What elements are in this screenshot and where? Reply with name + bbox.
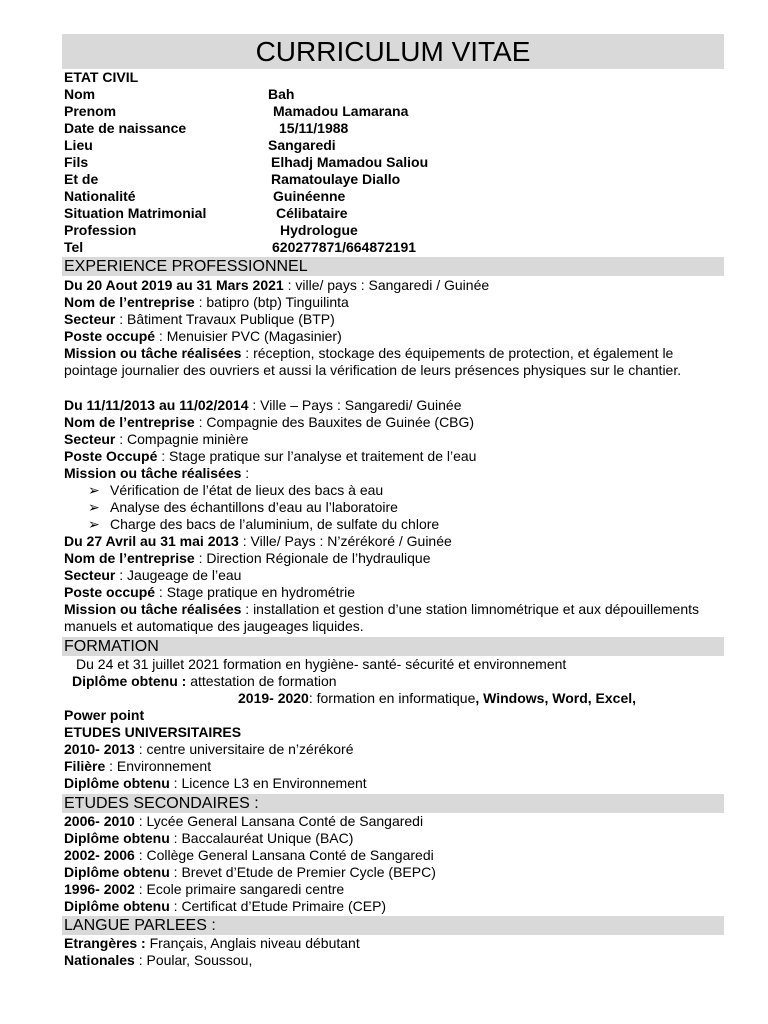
- civil-value-profession: Hydrologue: [280, 222, 358, 238]
- job1-location: : ville/ pays : Sangaredi / Guinée: [283, 277, 490, 293]
- arrow-bullet-icon: ➢: [88, 482, 100, 498]
- secondaires-row-label: 1996- 2002: [64, 881, 135, 897]
- job2-location: : Ville – Pays : Sangaredi/ Guinée: [248, 397, 462, 413]
- job3-mission-line: [64, 601, 724, 635]
- job2-bullet-text: Charge des bacs de l’aluminium, de sulfate du chlore: [110, 516, 440, 532]
- job2-bullet-3: [88, 516, 439, 533]
- job1-mission-line: [64, 345, 724, 379]
- univ-filiere: : Environnement: [105, 758, 212, 774]
- secondaires-row-text: : Brevet d’Etude de Premier Cycle (BEPC): [169, 864, 436, 880]
- univ-year-line: [64, 741, 354, 758]
- job3-post-label: Poste occupé: [64, 584, 156, 600]
- job2-dates: Du 11/11/2013 au 11/02/2014: [64, 397, 249, 413]
- job2-bullet-1: [88, 482, 383, 499]
- job1-company-line: [64, 294, 349, 311]
- job3-sector: : Jaugeage de l’eau: [115, 567, 242, 583]
- secondaires-row-text: : Certificat d’Etude Primaire (CEP): [169, 898, 387, 914]
- job1-mission-label: Mission ou tâche réalisées: [64, 345, 242, 361]
- civil-label-lieu: Lieu: [64, 137, 93, 153]
- civil-value-nationalite: Guinéenne: [273, 188, 346, 204]
- civil-label-naissance: Date de naissance: [64, 120, 187, 136]
- univ-filiere-line: [64, 758, 211, 775]
- arrow-bullet-icon: ➢: [88, 499, 100, 515]
- job3-location: : Ville/ Pays : N’zérékoré / Guinée: [238, 533, 452, 549]
- civil-value-fils: Elhadj Mamadou Saliou: [271, 154, 429, 170]
- formation-diploma-line: [72, 673, 337, 690]
- secondaires-row-label: Diplôme obtenu: [64, 830, 170, 846]
- page-title: CURRICULUM VITAE: [62, 34, 724, 69]
- secondaires-row: [64, 830, 353, 847]
- civil-label-nom: Nom: [64, 86, 96, 102]
- job2-mission-label: Mission ou tâche réalisées: [64, 465, 242, 481]
- secondaires-row: [64, 813, 423, 830]
- experience-heading: EXPERIENCE PROFESSIONNEL: [62, 257, 724, 276]
- formation-year2-text: : formation en informatique: [308, 690, 476, 706]
- job3-company-label: Nom de l’entreprise: [64, 550, 195, 566]
- job2-company-line: [64, 414, 474, 431]
- secondaires-row: [64, 881, 344, 898]
- job1-company-label: Nom de l’entreprise: [64, 294, 195, 310]
- secondaires-row-label: 2006- 2010: [64, 813, 135, 829]
- univ-filiere-label: Filière: [64, 758, 106, 774]
- job3-company-line: [64, 550, 431, 567]
- job1-sector: : Bâtiment Travaux Publique (BTP): [115, 311, 335, 327]
- job1-post: : Menuisier PVC (Magasinier): [155, 328, 342, 344]
- langues-heading: LANGUE PARLEES :: [62, 916, 724, 935]
- civil-value-situation: Célibataire: [276, 205, 348, 221]
- secondaires-row: [64, 864, 436, 881]
- civil-value-mere: Ramatoulaye Diallo: [271, 171, 401, 187]
- job1-post-label: Poste occupé: [64, 328, 156, 344]
- formation-diploma-label: Diplôme obtenu :: [72, 673, 187, 689]
- job3-sector-label: Secteur: [64, 567, 116, 583]
- secondaires-row-text: : Lycée General Lansana Conté de Sangaredi: [134, 813, 424, 829]
- langues-row-label: Nationales: [64, 952, 135, 968]
- civil-value-prenom: Mamadou Lamarana: [273, 103, 409, 119]
- secondaires-row-label: 2002- 2006: [64, 847, 135, 863]
- langues-row-label: Etrangères :: [64, 935, 146, 951]
- secondaires-row: [64, 847, 434, 864]
- formation-year2-bold: , Windows, Word, Excel,: [475, 690, 637, 706]
- secondaires-row-label: Diplôme obtenu: [64, 864, 170, 880]
- job2-mission-line: [64, 465, 249, 482]
- univ-year: 2010- 2013: [64, 741, 135, 757]
- job3-mission-label: Mission ou tâche réalisées: [64, 601, 242, 617]
- job1-sector-line: [64, 311, 335, 328]
- job1-post-line: [64, 328, 342, 345]
- job2-sector-label: Secteur: [64, 431, 116, 447]
- job3-dates: Du 27 Avril au 31 mai 2013: [64, 533, 239, 549]
- etat-civil-heading: ETAT CIVIL: [64, 69, 139, 85]
- job2-mission: :: [241, 465, 250, 481]
- job2-post-line: [64, 448, 476, 465]
- job1-company: : batipro (btp) Tinguilinta: [194, 294, 349, 310]
- formation-informatique-line: [238, 690, 636, 707]
- civil-label-mere: Et de: [64, 171, 99, 187]
- secondaires-row-label: Diplôme obtenu: [64, 898, 170, 914]
- univ-diploma-label: Diplôme obtenu: [64, 775, 170, 791]
- job1-mission: : réception, stockage des équipements de protection, et également le pointage journalier des ouvriers et aussi la vérification de leurs présences physiques sur le chantier.: [64, 345, 682, 378]
- civil-label-nationalite: Nationalité: [64, 188, 136, 204]
- civil-value-lieu: Sangaredi: [268, 137, 336, 153]
- formation-heading: FORMATION: [62, 637, 724, 656]
- job3-company: : Direction Régionale de l’hydraulique: [194, 550, 431, 566]
- job2-company-label: Nom de l’entreprise: [64, 414, 195, 430]
- job2-dates-line: [64, 397, 461, 414]
- civil-label-prenom: Prenom: [64, 103, 117, 119]
- univ-diploma: : Licence L3 en Environnement: [169, 775, 367, 791]
- arrow-bullet-icon: ➢: [88, 516, 100, 532]
- secondaires-row-text: : Baccalauréat Unique (BAC): [169, 830, 354, 846]
- civil-label-profession: Profession: [64, 222, 137, 238]
- langues-row-text: Français, Anglais niveau débutant: [145, 935, 360, 951]
- secondaires-row-text: : Ecole primaire sangaredi centre: [134, 881, 345, 897]
- job2-bullet-2: [88, 499, 398, 516]
- univ-heading: ETUDES UNIVERSITAIRES: [64, 724, 242, 740]
- civil-label-situation: Situation Matrimonial: [64, 205, 207, 221]
- langues-row: [64, 935, 360, 952]
- civil-value-naissance: 15/11/1988: [279, 120, 349, 136]
- job1-dates-line: [64, 277, 489, 294]
- job2-bullet-text: Vérification de l’état de lieux des bacs à eau: [110, 482, 384, 498]
- job3-sector-line: [64, 567, 241, 584]
- langues-row-text: : Poular, Soussou,: [134, 952, 253, 968]
- civil-label-fils: Fils: [64, 154, 89, 170]
- langues-row: [64, 952, 252, 969]
- job3-post: : Stage pratique en hydrométrie: [155, 584, 356, 600]
- civil-label-tel: Tel: [64, 239, 84, 255]
- job1-sector-label: Secteur: [64, 311, 116, 327]
- job3-dates-line: [64, 533, 452, 550]
- job3-mission: : installation et gestion d’une station limnométrique et aux dépouillements manuels et automatique des jaugeages liquides.: [64, 601, 700, 634]
- job2-post-label: Poste Occupé: [64, 448, 158, 464]
- secondaires-row-text: : Collège General Lansana Conté de Sangaredi: [134, 847, 434, 863]
- civil-value-tel: 620277871/664872191: [272, 239, 417, 255]
- job2-sector-line: [64, 431, 248, 448]
- univ-diploma-line: [64, 775, 367, 792]
- formation-year2-cont: Power point: [64, 707, 145, 723]
- job2-bullet-text: Analyse des échantillons d’eau au l’laboratoire: [110, 499, 398, 515]
- civil-value-nom: Bah: [268, 86, 295, 102]
- univ-text: : centre universitaire de n’zérékoré: [134, 741, 354, 757]
- formation-year2: 2019- 2020: [238, 690, 309, 706]
- job2-post: : Stage pratique sur l’analyse et traitement de l’eau: [157, 448, 477, 464]
- secondaires-heading: ETUDES SECONDAIRES :: [62, 794, 724, 813]
- formation-diploma: attestation de formation: [186, 673, 337, 689]
- job2-company: : Compagnie des Bauxites de Guinée (CBG): [194, 414, 475, 430]
- secondaires-row: [64, 898, 386, 915]
- job3-post-line: [64, 584, 355, 601]
- formation-line-1: Du 24 et 31 juillet 2021 formation en hygiène- santé- sécurité et environnement: [76, 656, 567, 672]
- job1-dates: Du 20 Aout 2019 au 31 Mars 2021: [64, 277, 284, 293]
- job2-sector: : Compagnie minière: [115, 431, 249, 447]
